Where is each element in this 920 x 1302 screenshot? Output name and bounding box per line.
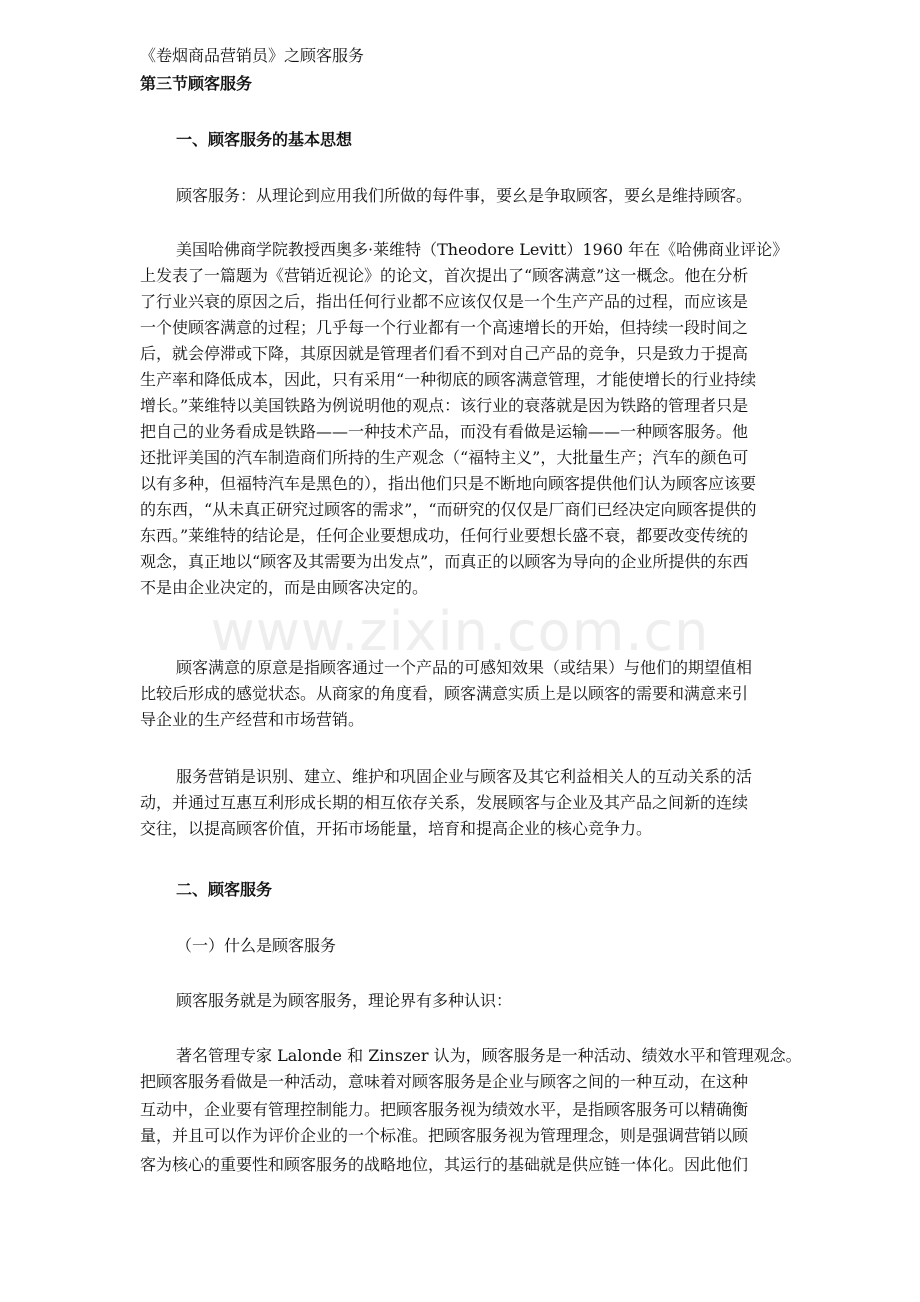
paragraph-line: 客为核心的重要性和顾客服务的战略地位，其运行的基础就是供应链一体化。因此他们 xyxy=(140,1155,749,1174)
paragraph-line: 量，并且可以作为评价企业的一个标准。把顾客服务视为管理理念，则是强调营销以顾 xyxy=(140,1126,749,1145)
paragraph-line: 互动中，企业要有管理控制能力。把顾客服务视为绩效水平，是指顾客服务可以精确衡 xyxy=(140,1100,749,1119)
paragraph-line: 顾客服务：从理论到应用我们所做的每件事，要幺是争取顾客，要幺是维持顾客。 xyxy=(176,186,753,205)
paragraph-line: 了行业兴衰的原因之后，指出任何行业都不应该仅仅是一个生产产品的过程，而应该是 xyxy=(140,292,749,311)
paragraph-line: 顾客满意的原意是指顾客通过一个产品的可感知效果（或结果）与他们的期望值相 xyxy=(176,658,753,677)
section-title: 第三节顾客服务 xyxy=(140,74,253,93)
paragraph-line: 上发表了一篇题为《营销近视论》的论文，首次提出了“顾客满意”这一概念。他在分析 xyxy=(140,266,749,285)
paragraph-line: 比较后形成的感觉状态。从商家的角度看，顾客满意实质上是以顾客的需要和满意来引 xyxy=(140,684,749,703)
heading-basic-idea: 一、顾客服务的基本思想 xyxy=(176,130,353,149)
paragraph-line: 把顾客服务看做是一种活动，意味着对顾客服务是企业与顾客之间的一种互动，在这种 xyxy=(140,1072,749,1091)
paragraph-line: 动，并通过互惠互利形成长期的相互依存关系，发展顾客与企业及其产品之间新的连续 xyxy=(140,793,749,812)
document-header: 《卷烟商品营销员》之顾客服务 xyxy=(140,46,365,65)
paragraph-line: 增长。”莱维特以美国铁路为例说明他的观点：该行业的衰落就是因为铁路的管理者只是 xyxy=(140,396,749,415)
paragraph-line: 著名管理专家 Lalonde 和 Zinszer 认为，顾客服务是一种活动、绩效水平和管理观念。 xyxy=(176,1046,802,1065)
paragraph-line: 观念，真正地以“顾客及其需要为出发点”，而真正的以顾客为导向的企业所提供的东西 xyxy=(140,552,749,571)
heading-customer-service: 二、顾客服务 xyxy=(176,880,273,899)
paragraph-line: 服务营销是识别、建立、维护和巩固企业与顾客及其它利益相关人的互动关系的活 xyxy=(176,767,753,786)
paragraph-line: 还批评美国的汽车制造商们所持的生产观念（“福特主义”，大批量生产；汽车的颜色可 xyxy=(140,448,749,467)
paragraph-line: 美国哈佛商学院教授西奥多·莱维特（Theodore Levitt）1960 年在《哈佛商业评论》 xyxy=(176,240,789,259)
paragraph-line: 一个使顾客满意的过程；几乎每一个行业都有一个高速增长的开始，但持续一段时间之 xyxy=(140,318,749,337)
paragraph-line: 交往，以提高顾客价值，开拓市场能量，培育和提高企业的核心竞争力。 xyxy=(140,819,653,838)
watermark: www.zixin.com.cn xyxy=(210,600,710,663)
paragraph-line: 顾客服务就是为顾客服务，理论界有多种认识： xyxy=(176,991,513,1010)
paragraph-line: 把自己的业务看成是铁路——一种技术产品，而没有看做是运输——一种顾客服务。他 xyxy=(140,422,749,441)
paragraph-line: 后，就会停滞或下降，其原因就是管理者们看不到对自己产品的竞争，只是致力于提高 xyxy=(140,344,749,363)
paragraph-line: 东西。”莱维特的结论是，任何企业要想成功，任何行业要想长盛不衰，都要改变传统的 xyxy=(140,526,749,545)
paragraph-line: 以有多种，但福特汽车是黑色的），指出他们只是不断地向顾客提供他们认为顾客应该要 xyxy=(140,474,757,493)
paragraph-line: 生产率和降低成本，因此，只有采用“一种彻底的顾客满意管理，才能使增长的行业持续 xyxy=(140,370,757,389)
subheading-what-is-service: （一）什么是顾客服务 xyxy=(176,936,337,955)
paragraph-line: 不是由企业决定的，而是由顾客决定的。 xyxy=(140,578,429,597)
paragraph-line: 的东西，“从未真正研究过顾客的需求”，“而研究的仅仅是厂商们已经决定向顾客提供的 xyxy=(140,500,757,519)
paragraph-line: 导企业的生产经营和市场营销。 xyxy=(140,710,365,729)
